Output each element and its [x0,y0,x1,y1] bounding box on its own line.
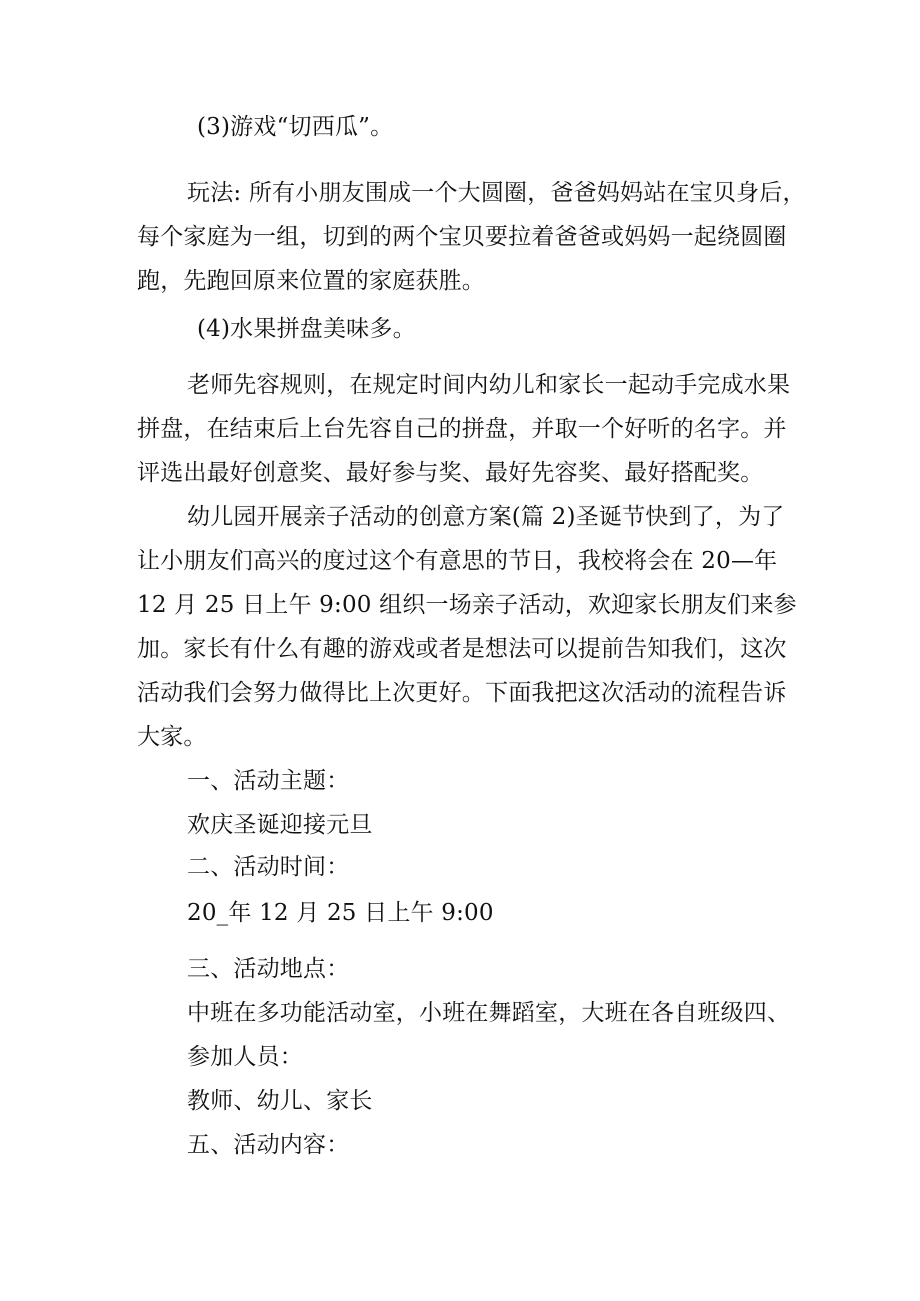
text-line: 每个家庭为一组，切到的两个宝贝要拉着爸爸或妈妈一起绕圆圈 [137,224,787,250]
text-line: (4)水果拼盘美味多。 [197,316,416,342]
text-line: 大家。 [137,724,207,750]
text-line: 中班在多功能活动室，小班在舞蹈室，大班在各自班级四、 [187,1000,791,1026]
section-heading: 三、活动地点： [187,956,350,982]
text-line: 参加人员： [187,1044,303,1070]
text-line: 20_年 12 月 25 日上午 9:00 [187,900,494,926]
section-heading: 二、活动时间： [187,854,350,880]
text-line: 老师先容规则，在规定时间内幼儿和家长一起动手完成水果 [187,372,791,398]
text-line: 玩法: 所有小朋友围成一个大圆圈，爸爸妈妈站在宝贝身后， [187,180,806,206]
text-line: 加。家长有什么有趣的游戏或者是想法可以提前告知我们，这次 [137,636,787,662]
section-heading: 五、活动内容： [187,1132,350,1158]
text-line: 欢庆圣诞迎接元旦 [187,812,373,838]
text-line: 让小朋友们高兴的度过这个有意思的节日，我校将会在 20—年 [137,548,778,574]
section-heading: 一、活动主题： [187,768,350,794]
text-line: 评选出最好创意奖、最好参与奖、最好先容奖、最好搭配奖。 [137,460,764,486]
text-line: (3)游戏“切西瓜”。 [197,114,394,140]
text-line: 跑，先跑回原来位置的家庭获胜。 [137,268,485,294]
text-line: 活动我们会努力做得比上次更好。下面我把这次活动的流程告诉 [137,680,787,706]
text-line: 幼儿园开展亲子活动的创意方案(篇 2)圣诞节快到了，为了 [187,504,785,530]
text-line: 教师、幼儿、家长 [187,1088,373,1114]
text-line: 拼盘，在结束后上台先容自己的拼盘，并取一个好听的名字。并 [137,416,787,442]
text-line: 12 月 25 日上午 9:00 组织一场亲子活动，欢迎家长朋友们来参 [137,592,797,618]
